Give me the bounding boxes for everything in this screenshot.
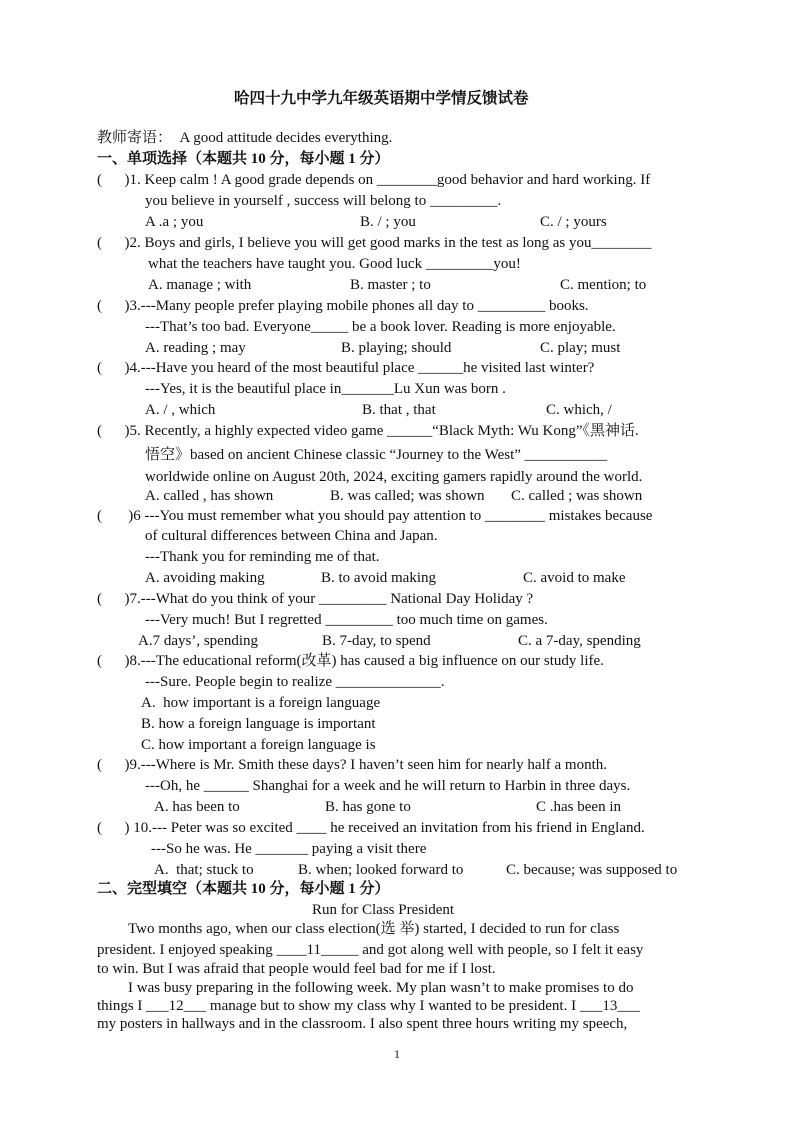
question-5: ( )5. Recently, a highly expected video game ______“Black Myth: Wu Kong”《黑神话. [97, 423, 639, 439]
page-number: 1 [394, 1047, 400, 1061]
option-a: A. / , which [145, 402, 216, 418]
option-b: B. that , that [362, 402, 436, 418]
option-c: C. play; must [540, 340, 621, 356]
question-7-cont: ---Very much! But I regretted _________ too much time on games. [145, 612, 548, 628]
option-b: B. playing; should [341, 340, 452, 356]
question-4: ( )4.---Have you heard of the most beautiful place ______he visited last winter? [97, 360, 595, 376]
page-title: 哈四十九中学九年级英语期中学情反馈试卷 [234, 90, 529, 107]
option-c: C .has been in [536, 799, 621, 815]
option-a: A. manage ; with [148, 277, 252, 293]
option-b: B. how a foreign language is important [141, 716, 376, 732]
question-4-cont: ---Yes, it is the beautiful place in_______Lu Xun was born . [145, 381, 506, 397]
passage-line: Two months ago, when our class election(选 举) started, I decided to run for class [128, 921, 620, 937]
option-a: A. how important is a foreign language [141, 695, 381, 711]
passage-line: my posters in hallways and in the classroom. I also spent three hours writing my speech, [97, 1016, 628, 1032]
option-a: A. avoiding making [145, 570, 265, 586]
question-10: ( ) 10.--- Peter was so excited ____ he received an invitation from his friend in England. [97, 820, 645, 836]
option-b: B. / ; you [360, 214, 416, 230]
question-8-cont: ---Sure. People begin to realize ______________. [145, 674, 445, 690]
option-b: B. was called; was shown [330, 488, 485, 504]
question-6-cont: of cultural differences between China and Japan. [145, 528, 438, 544]
question-10-cont: ---So he was. He _______ paying a visit there [151, 841, 427, 857]
option-b: B. master ; to [350, 277, 431, 293]
option-a: A. called , has shown [145, 488, 274, 504]
question-2: ( )2. Boys and girls, I believe you will get good marks in the test as long as you________ [97, 235, 652, 251]
question-5-cont: 悟空》based on ancient Chinese classic “Journey to the West” ___________ [145, 447, 608, 463]
passage-line: to win. But I was afraid that people would feel bad for me if I lost. [97, 961, 496, 977]
teacher-motto: 教师寄语： A good attitude decides everything. [97, 130, 393, 146]
option-c: C. which, / [546, 402, 612, 418]
option-a: A.7 days’, spending [138, 633, 258, 649]
option-a: A. has been to [154, 799, 240, 815]
option-a: A. reading ; may [145, 340, 246, 356]
section1-heading: 一、单项选择（本题共 10 分，每小题 1 分） [97, 151, 390, 167]
passage-line: I was busy preparing in the following week. My plan wasn’t to make promises to do [128, 980, 634, 996]
option-c: C. avoid to make [523, 570, 626, 586]
option-b: B. has gone to [325, 799, 411, 815]
option-c: C. called ; was shown [511, 488, 643, 504]
option-c: C. / ; yours [540, 214, 607, 230]
question-9: ( )9.---Where is Mr. Smith these days? I haven’t seen him for nearly half a month. [97, 757, 607, 773]
question-1: ( )1. Keep calm ! A good grade depends on ________good behavior and hard working. If [97, 172, 651, 188]
question-1-cont: you believe in yourself , success will belong to _________. [145, 193, 502, 209]
question-2-cont: what the teachers have taught you. Good luck _________you! [148, 256, 521, 272]
question-8: ( )8.---The educational reform(改革) has caused a big influence on our study life. [97, 653, 604, 669]
option-c: C. mention; to [560, 277, 647, 293]
option-b: B. 7-day, to spend [322, 633, 431, 649]
option-a: A. that; stuck to [154, 862, 254, 878]
option-b: B. when; looked forward to [298, 862, 464, 878]
question-5-cont: worldwide online on August 20th, 2024, exciting gamers rapidly around the world. [145, 469, 643, 485]
question-3-cont: ---That’s too bad. Everyone_____ be a book lover. Reading is more enjoyable. [145, 319, 616, 335]
question-9-cont: ---Oh, he ______ Shanghai for a week and he will return to Harbin in three days. [145, 778, 631, 794]
passage-line: things I ___12___ manage but to show my class why I wanted to be president. I ___13___ [97, 998, 640, 1014]
question-6: ( )6 ---You must remember what you should pay attention to ________ mistakes because [97, 508, 653, 524]
section2-heading: 二、完型填空（本题共 10 分，每小题 1 分） [97, 881, 390, 897]
option-c: C. how important a foreign language is [141, 737, 376, 753]
option-c: C. because; was supposed to [506, 862, 678, 878]
option-b: B. to avoid making [321, 570, 436, 586]
passage-line: president. I enjoyed speaking ____11_____ and got along well with people, so I felt it easy [97, 942, 644, 958]
question-7: ( )7.---What do you think of your _________ National Day Holiday ? [97, 591, 534, 607]
passage-title: Run for Class President [312, 902, 455, 918]
question-3: ( )3.---Many people prefer playing mobile phones all day to _________ books. [97, 298, 589, 314]
question-6-cont: ---Thank you for reminding me of that. [145, 549, 380, 565]
option-c: C. a 7-day, spending [518, 633, 641, 649]
option-a: A .a ; you [145, 214, 204, 230]
